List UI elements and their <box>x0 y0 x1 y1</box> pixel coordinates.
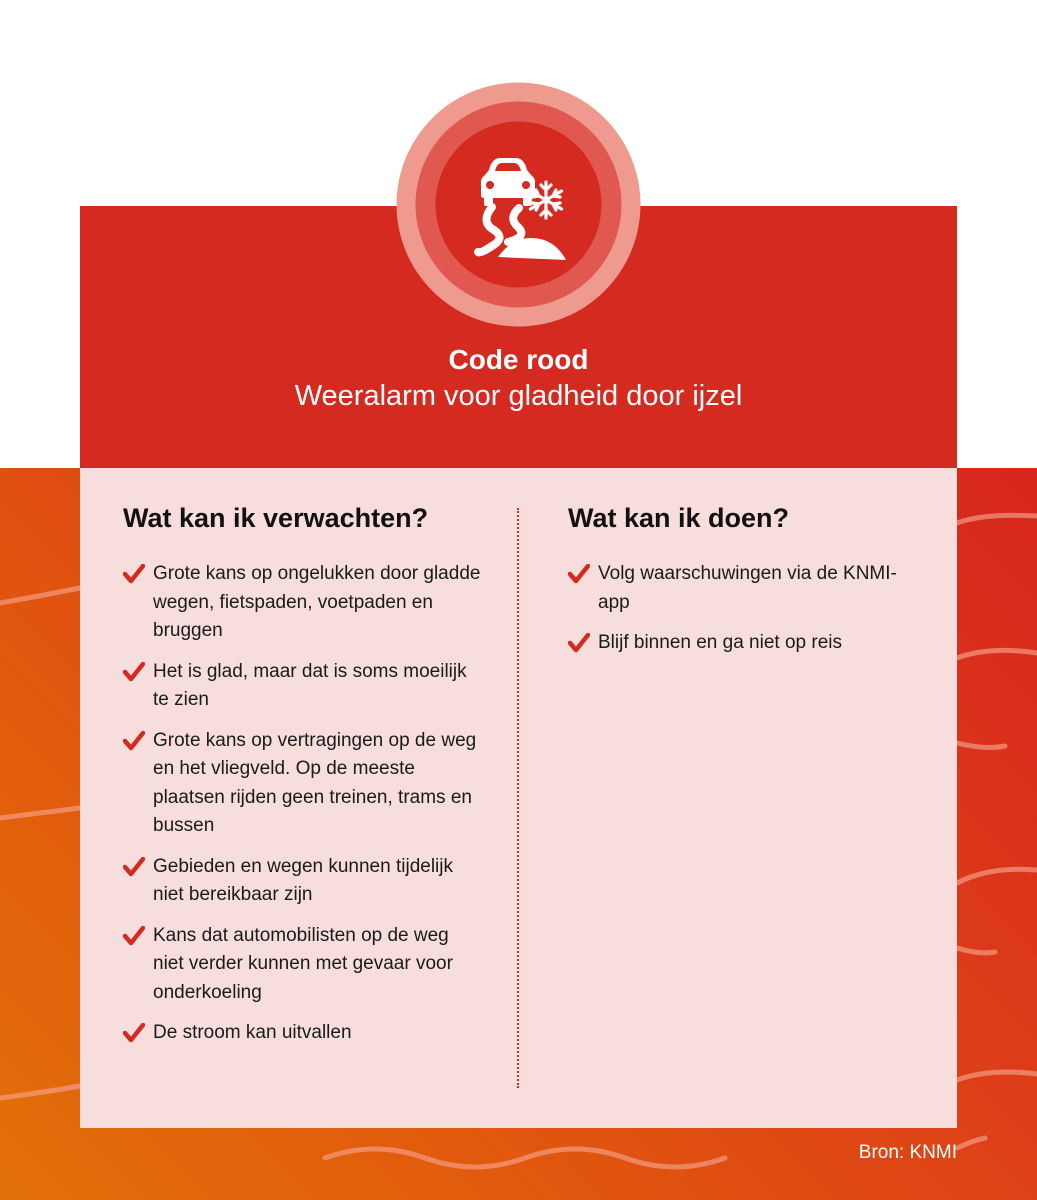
list-item <box>123 1019 483 1048</box>
list-item <box>123 560 483 646</box>
column-divider <box>517 508 519 1088</box>
source-credit: Bron: KNMI <box>858 1142 957 1163</box>
list-item <box>123 658 483 715</box>
checkmark-icon <box>123 857 145 877</box>
list-item-text: Volg waarschuwingen via de KNMI-app <box>598 563 897 613</box>
checkmark-icon <box>123 1023 145 1043</box>
checkmark-icon <box>123 662 145 682</box>
page-title: Code rood <box>448 344 589 375</box>
expectations-heading: Wat kan ik verwachten? <box>123 503 429 533</box>
checkmark-icon <box>568 564 590 584</box>
checkmark-icon <box>123 926 145 946</box>
actions-column <box>568 498 908 670</box>
list-item <box>123 853 483 910</box>
list-item-text: De stroom kan uitvallen <box>153 1022 352 1043</box>
list-item <box>568 560 908 617</box>
list-item <box>568 629 908 658</box>
checkmark-icon <box>123 564 145 584</box>
page-subtitle: Weeralarm voor gladheid door ijzel <box>294 380 743 412</box>
checkmark-icon <box>568 633 590 653</box>
slippery-road-ice-icon <box>396 82 641 327</box>
list-item-text: Grote kans op vertragingen op de weg en het vliegveld. Op de meeste plaatsen rijden geen treinen, trams en bussen <box>153 729 477 836</box>
list-item-text: Kans dat automobilisten op de weg niet verder kunnen met gevaar voor onderkoeling <box>153 924 453 1003</box>
actions-list <box>568 560 908 658</box>
list-item-text: Het is glad, maar dat is soms moeilijk te zien <box>153 660 467 710</box>
expectations-list <box>123 560 483 1048</box>
actions-heading: Wat kan ik doen? <box>568 503 790 533</box>
list-item-text: Gebieden en wegen kunnen tijdelijk niet bereikbaar zijn <box>153 855 453 905</box>
expectations-column <box>123 498 483 1060</box>
list-item <box>123 727 483 841</box>
list-item <box>123 922 483 1008</box>
list-item-text: Grote kans op ongelukken door gladde wegen, fietspaden, voetpaden en bruggen <box>153 563 481 641</box>
checkmark-icon <box>123 731 145 751</box>
title-block <box>80 342 957 414</box>
list-item-text: Blijf binnen en ga niet op reis <box>598 632 842 653</box>
